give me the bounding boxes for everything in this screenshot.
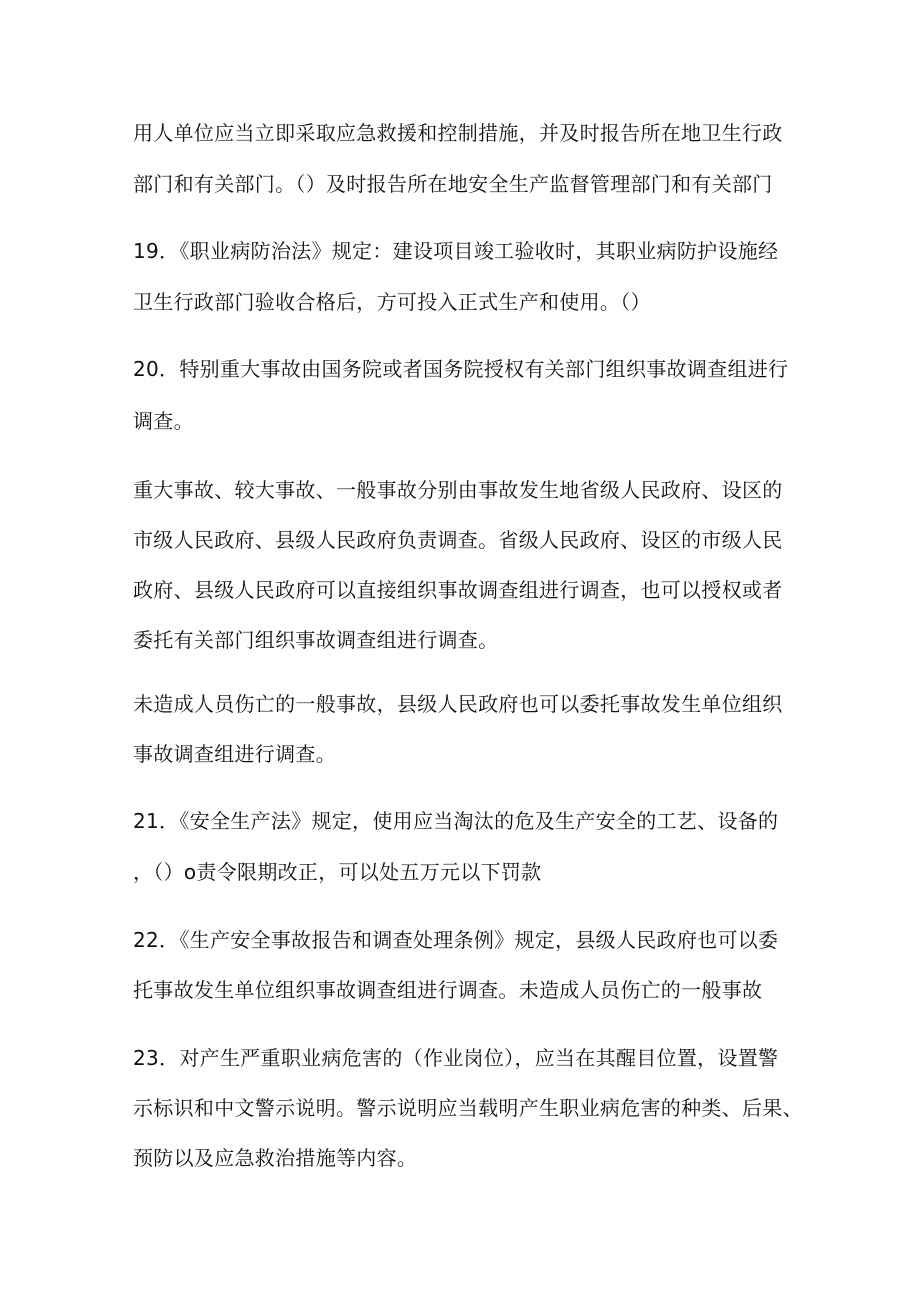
text-line: 21．《安全生产法》规定，使用应当淘汰的危及生产安全的工艺、设备的	[133, 809, 779, 833]
text-line: 19．《职业病防治法》规定：建设项目竣工验收时，其职业病防护设施经	[133, 239, 779, 263]
text-line: 调查。	[133, 409, 194, 433]
text-line: 政府、县级人民政府可以直接组织事故调查组进行调查，也可以授权或者	[133, 578, 783, 602]
text-line: 委托有关部门组织事故调查组进行调查。	[133, 628, 499, 652]
text-line: 22．《生产安全事故报告和调查处理条例》规定，县级人民政府也可以委	[133, 928, 779, 952]
text-line: 事故调查组进行调查。	[133, 742, 336, 766]
text-line: 托事故发生单位组织事故调查组进行调查。未造成人员伤亡的一般事故	[133, 978, 763, 1002]
text-line: 部门和有关部门。（）及时报告所在地安全生产监督管理部门和有关部门	[133, 172, 773, 196]
text-line: 20．特别重大事故由国务院或者国务院授权有关部门组织事故调查组进行	[133, 357, 789, 381]
text-line: 23．对产生严重职业病危害的（作业岗位），应当在其醒目位置，设置警	[133, 1046, 779, 1070]
text-line: 市级人民政府、县级人民政府负责调查。省级人民政府、设区的市级人民	[133, 528, 783, 552]
text-line: 重大事故、较大事故、一般事故分别由事故发生地省级人民政府、设区的	[133, 478, 783, 502]
text-line: 预防以及应急救治措施等内容。	[133, 1146, 418, 1170]
text-line: ，（）o责令限期改正，可以处五万元以下罚款	[133, 860, 542, 884]
text-line: 示标识和中文警示说明。警示说明应当载明产生职业病危害的种类、后果、	[133, 1096, 803, 1120]
text-line: 用人单位应当立即采取应急救援和控制措施，并及时报告所在地卫生行政	[133, 121, 783, 145]
text-line: 卫生行政部门验收合格后，方可投入正式生产和使用。（）	[133, 290, 651, 314]
text-line: 未造成人员伤亡的一般事故，县级人民政府也可以委托事故发生单位组织	[133, 692, 783, 716]
